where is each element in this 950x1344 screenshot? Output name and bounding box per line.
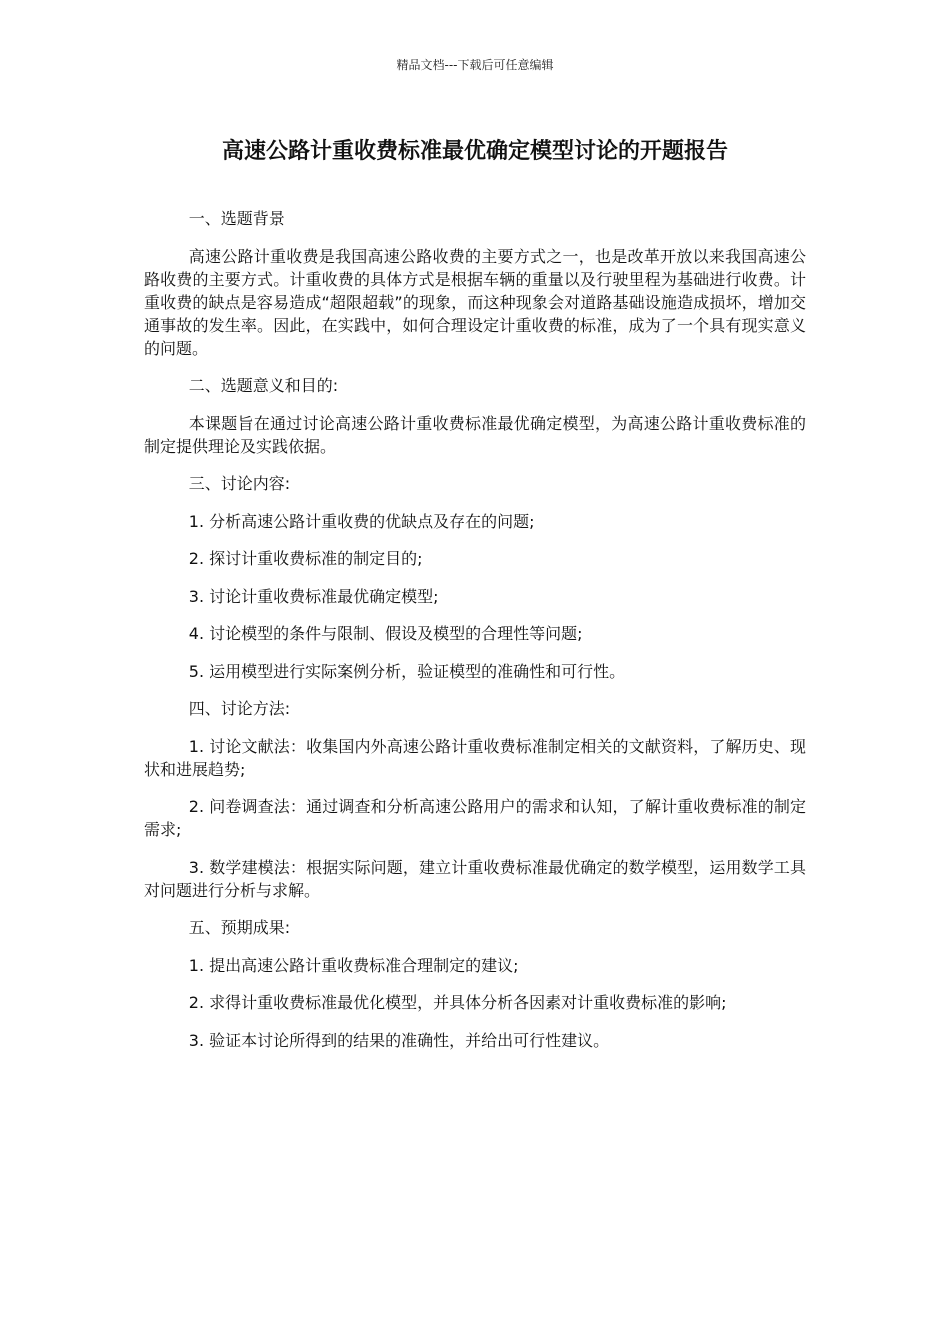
list-item-outcome-1: 1. 提出高速公路计重收费标准合理制定的建议; [188,955,519,975]
list-item-content-2: 2. 探讨计重收费标准的制定目的; [188,549,423,568]
paragraph-significance: 本课题旨在通过讨论高速公路计重收费标准最优确定模型，为高速公路计重收费标准的制定提供理论及实践依据。 [144,413,806,456]
list-item-method-2: 2. 问卷调查法：通过调查和分析高速公路用户的需求和认知，了解计重收费标准的制定需求; [144,797,806,839]
list-item-content-3: 3. 讨论计重收费标准最优确定模型; [188,586,439,606]
list-item-content-1: 1. 分析高速公路计重收费的优缺点及存在的问题; [188,511,535,531]
section-heading-significance: 二、选题意义和目的: [188,376,339,395]
list-item-content-4: 4. 讨论模型的条件与限制、假设及模型的合理性等问题; [188,624,583,643]
document-title: 高速公路计重收费标准最优确定模型讨论的开题报告 [221,139,728,164]
section-heading-content: 三、讨论内容: [188,474,291,493]
section-heading-methods: 四、讨论方法: [188,699,291,718]
page-header-watermark: 精品文档---下载后可任意编辑 [396,58,554,72]
list-item-method-1: 1. 讨论文献法：收集国内外高速公路计重收费标准制定相关的文献资料，了解历史、现状和进展趋势; [144,736,806,779]
document-body [144,207,806,1066]
section-heading-outcomes: 五、预期成果: [188,918,291,937]
list-item-outcome-2: 2. 求得计重收费标准最优化模型，并具体分析各因素对计重收费标准的影响; [188,993,727,1012]
paragraph-background: 高速公路计重收费是我国高速公路收费的主要方式之一，也是改革开放以来我国高速公路收费的主要方式。计重收费的具体方式是根据车辆的重量以及行驶里程为基础进行收费。计重收费的缺点是容易造成“超限超载”的现象，而这种现象会对道路基础设施造成损坏，增加交通事故的发生率。因此，在实践中，如何合理设定计重收费的标准，成为了一个具有现实意义的问题。 [144,246,806,358]
list-item-outcome-3: 3. 验证本讨论所得到的结果的准确性，并给出可行性建议。 [188,1030,610,1050]
section-heading-background: 一、选题背景 [188,209,285,228]
list-item-content-5: 5. 运用模型进行实际案例分析，验证模型的准确性和可行性。 [188,661,626,681]
list-item-method-3: 3. 数学建模法：根据实际问题，建立计重收费标准最优确定的数学模型，运用数学工具对问题进行分析与求解。 [144,857,806,900]
